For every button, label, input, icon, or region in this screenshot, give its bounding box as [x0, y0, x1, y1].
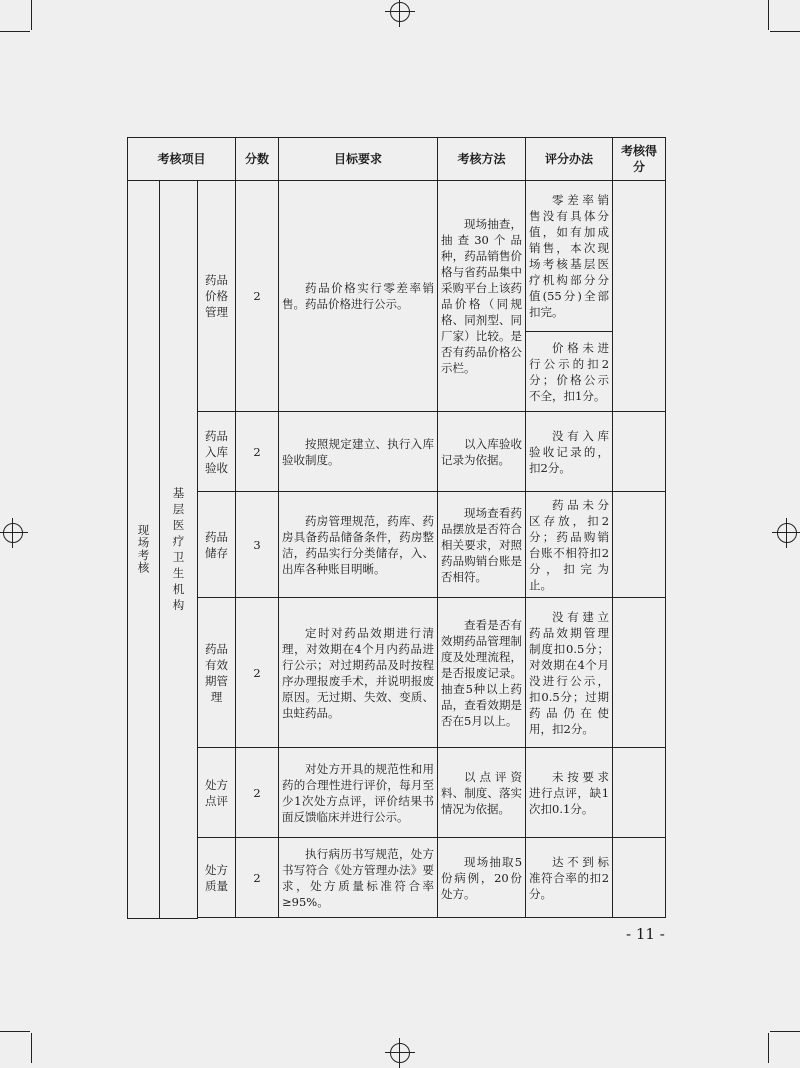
crop-mark — [0, 31, 30, 32]
scoring-cell: 达不到标准符合率的扣2分。 — [526, 838, 613, 918]
score-cell: 2 — [236, 181, 279, 412]
group-institution — [160, 181, 198, 919]
method-cell: 现场抽查，抽查30个品种，药品销售价格与省药品集中采购平台上该药品价格（同规格、同剂型、同厂家）比较。是否有药品价格公示栏。 — [438, 181, 526, 412]
assessment-table-page — [127, 137, 665, 917]
group-onsite — [128, 181, 160, 919]
crop-mark — [31, 0, 32, 30]
crop-mark — [768, 1033, 769, 1063]
target-cell: 按照规定建立、执行入库验收制度。 — [279, 412, 438, 492]
item-label: 药品有效期管理 — [205, 641, 229, 704]
page-number: - 11 - — [626, 925, 665, 943]
scoring-cell: 未按要求进行点评，缺1次扣0.1分。 — [526, 748, 613, 838]
score-cell: 2 — [236, 838, 279, 918]
target-cell: 药品价格实行零差率销售。药品价格进行公示。 — [279, 181, 438, 412]
table-row — [128, 181, 666, 332]
crop-mark — [768, 0, 769, 30]
registration-mark-icon — [3, 523, 23, 543]
item-label: 处方点评 — [205, 777, 229, 808]
item-label: 药品储存 — [205, 529, 229, 560]
obtained-cell — [613, 748, 666, 838]
header-obtained: 考核得分 — [613, 138, 666, 181]
item-cell — [198, 412, 236, 492]
table-row — [128, 412, 666, 492]
item-cell — [198, 181, 236, 412]
crop-mark — [770, 31, 800, 32]
obtained-cell — [613, 838, 666, 918]
crop-mark — [0, 1031, 30, 1032]
crop-mark — [770, 1031, 800, 1032]
header-score: 分数 — [236, 138, 279, 181]
item-cell — [198, 748, 236, 838]
table-row — [128, 748, 666, 838]
registration-mark-icon — [390, 2, 410, 22]
score-cell: 2 — [236, 598, 279, 748]
score-cell: 2 — [236, 412, 279, 492]
table-row — [128, 598, 666, 748]
method-cell: 以点评资料、制度、落实情况为依据。 — [438, 748, 526, 838]
item-label: 药品价格管理 — [205, 273, 229, 319]
score-cell: 2 — [236, 748, 279, 838]
target-cell: 药房管理规范，药库、药房具备药品储备条件，药房整洁，药品实行分类储存，入、出库各种账目明晰。 — [279, 492, 438, 598]
scoring-cell: 价格未进行公示的扣2分；价格公示不全，扣1分。 — [526, 332, 613, 412]
scoring-cell: 没有入库验收记录的，扣2分。 — [526, 412, 613, 492]
obtained-cell — [613, 492, 666, 598]
scoring-cell: 零差率销售没有具体分值，如有加成销售，本次现场考核基层医疗机构部分分值(55分)全部扣完。 — [526, 181, 613, 332]
target-cell: 执行病历书写规范，处方书写符合《处方管理办法》要求，处方质量标准符合率≥95%。 — [279, 838, 438, 918]
header-item: 考核项目 — [128, 138, 236, 181]
group-onsite-label: 现场考核 — [136, 524, 151, 575]
score-cell: 3 — [236, 492, 279, 598]
crop-mark — [31, 1033, 32, 1063]
obtained-cell — [613, 181, 666, 412]
method-cell: 现场抽取5份病例，20份处方。 — [438, 838, 526, 918]
registration-mark-icon — [777, 523, 797, 543]
target-cell: 对处方开具的规范性和用药的合理性进行评价，每月至少1次处方点评，评价结果书面反馈临床并进行公示。 — [279, 748, 438, 838]
table-header-row — [128, 138, 666, 181]
obtained-cell — [613, 598, 666, 748]
header-method: 考核方法 — [438, 138, 526, 181]
target-cell: 定时对药品效期进行清理，对效期在4个月内药品进行公示；对过期药品及时按程序办理报废手术，并说明报废原因。无过期、失效、变质、虫蛀药品。 — [279, 598, 438, 748]
method-cell: 现场查看药品摆放是否符合相关要求，对照药品购销台账是否相符。 — [438, 492, 526, 598]
item-cell — [198, 492, 236, 598]
scoring-cell: 没有建立药品效期管理制度扣0.5分；对效期在4个月没进行公示，扣0.5分；过期药品仍在使用，扣2分。 — [526, 598, 613, 748]
method-cell: 以入库验收记录为依据。 — [438, 412, 526, 492]
header-target: 目标要求 — [279, 138, 438, 181]
registration-mark-icon — [390, 1043, 410, 1063]
table-row — [128, 492, 666, 598]
item-label: 药品入库验收 — [205, 428, 229, 475]
item-label: 处方质量 — [205, 862, 229, 893]
obtained-cell — [613, 412, 666, 492]
scoring-cell: 药品未分区存放，扣2分；药品购销台账不相符扣2分，扣完为止。 — [526, 492, 613, 598]
table-row — [128, 838, 666, 918]
assessment-table — [127, 137, 666, 919]
item-cell — [198, 838, 236, 918]
item-cell — [198, 598, 236, 748]
header-scoring: 评分办法 — [526, 138, 613, 181]
method-cell: 查看是否有效期药品管理制度及处理流程，是否报废记录。抽查5种以上药品，查看效期是否在5月以上。 — [438, 598, 526, 748]
group-institution-label: 基层医疗卫生机构 — [172, 486, 185, 613]
